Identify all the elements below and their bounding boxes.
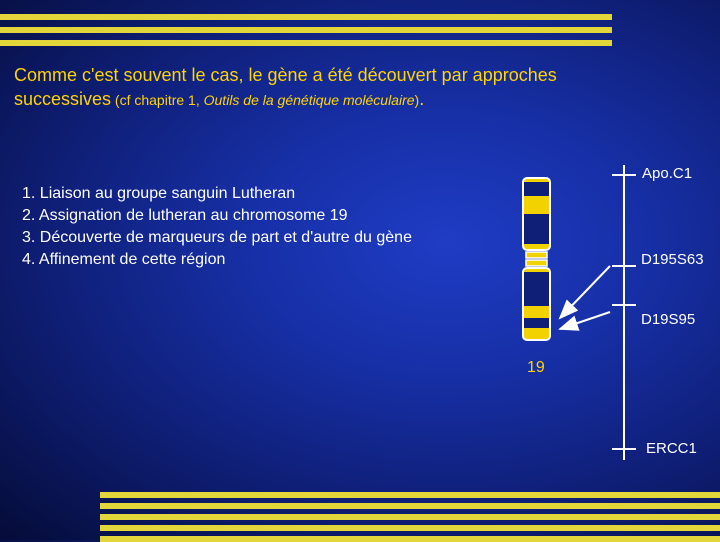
- marker-label-d195s63: D195S63: [641, 251, 704, 268]
- step-item: 1. Liaison au groupe sanguin Lutheran: [22, 185, 296, 202]
- arrow-to-chromosome-upper: [560, 266, 610, 318]
- marker-label-apoc1: Apo.C1: [642, 165, 693, 182]
- chromosome-band: [524, 182, 549, 196]
- chromosome-band: [524, 214, 549, 244]
- step-item: 4. Affinement de cette région: [22, 251, 226, 268]
- intro-line-2-part-3: Outils de la génétique moléculaire: [203, 92, 415, 108]
- intro-line-2-part-4: ): [414, 92, 420, 108]
- chromosome-band: [524, 318, 549, 328]
- marker-label-ercc1: ERCC1: [646, 440, 697, 457]
- intro-line-1: Comme c'est souvent le cas, le gène a été découvert par approches: [14, 65, 557, 85]
- intro-line-2-part-1: successives: [14, 89, 112, 109]
- chromosome-number-label: 19: [527, 359, 545, 376]
- step-item: 2. Assignation de lutheran au chromosome 19: [22, 207, 348, 224]
- arrow-to-chromosome-lower: [560, 312, 610, 329]
- intro-line-2-part-5: .: [419, 89, 425, 109]
- chromosome-19: [523, 178, 550, 340]
- chromosome-band: [524, 272, 549, 306]
- intro-line-2-part-2: (cf chapitre 1,: [111, 92, 204, 108]
- centromere-band: [526, 260, 547, 266]
- centromere-band: [526, 252, 547, 258]
- marker-label-d19s95: D19S95: [641, 311, 696, 328]
- step-item: 3. Découverte de marqueurs de part et d'autre du gène: [22, 229, 412, 246]
